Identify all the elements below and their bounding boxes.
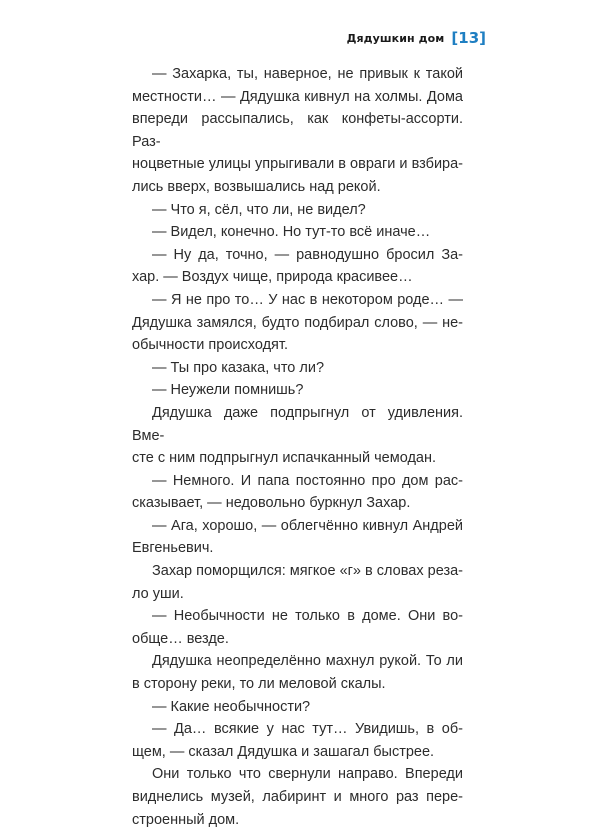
- text-line: сте с ним подпрыгнул испачканный чемодан.: [132, 450, 437, 467]
- paragraph: [132, 515, 463, 560]
- paragraph: [132, 244, 463, 289]
- paragraph: [132, 199, 463, 222]
- running-head: [347, 31, 486, 46]
- text-line: строенный дом.: [132, 811, 240, 828]
- text-line: — Ага, хорошо, — облегчённо кивнул Андрей: [152, 517, 463, 534]
- text-line: — Захарка, ты, наверное, не привык к такой: [152, 66, 463, 82]
- paragraph: [132, 221, 463, 244]
- text-line: Они только что свернули направо. Впереди: [152, 766, 463, 783]
- text-line: — Видел, конечно. Но тут-то всё иначе…: [152, 224, 431, 241]
- paragraph: [132, 357, 463, 380]
- paragraph: [132, 470, 463, 515]
- text-line: — Неужели помнишь?: [152, 382, 304, 399]
- text-line: — Немного. И папа постоянно про дом рас-: [152, 472, 463, 489]
- text-line: хар. — Воздух чище, природа красивее…: [132, 269, 413, 286]
- body-text: [132, 63, 463, 831]
- paragraph: [132, 605, 463, 650]
- text-line: ло уши.: [132, 585, 184, 602]
- paragraph: [132, 718, 463, 763]
- text-line: — Ну да, точно, — равнодушно бросил За-: [152, 246, 463, 263]
- text-line: — Ты про казака, что ли?: [152, 359, 325, 376]
- text-line: Дядушка неопределённо махнул рукой. То ли: [152, 653, 463, 670]
- text-line: местности… — Дядушка кивнул на холмы. Дома: [132, 88, 463, 105]
- text-line: в сторону реки, то ли меловой скалы.: [132, 676, 386, 693]
- text-line: Захар поморщился: мягкое «г» в словах реза-: [152, 563, 463, 580]
- paragraph: [132, 289, 463, 357]
- text-line: щем, — сказал Дядушка и зашагал быстрее.: [132, 743, 435, 760]
- paragraph: [132, 379, 463, 402]
- paragraph: [132, 696, 463, 719]
- text-line: — Какие необычности?: [152, 698, 311, 715]
- chapter-title: Дядушкин дом: [346, 32, 445, 45]
- text-line: сказывает, — недовольно буркнул Захар.: [132, 495, 411, 512]
- text-line: лись вверх, возвышались над рекой.: [132, 178, 381, 195]
- text-line: — Да… всякие у нас тут… Увидишь, в об-: [152, 721, 463, 738]
- paragraph: [132, 560, 463, 605]
- text-line: виднелись музей, лабиринт и много раз пере-: [132, 789, 463, 805]
- text-line: Евгеньевич.: [132, 540, 214, 557]
- paragraph: [132, 650, 463, 695]
- paragraph: [132, 763, 463, 831]
- text-line: — Что я, сёл, что ли, не видел?: [152, 201, 366, 218]
- text-line: впереди рассыпались, как конфеты-ассорти. Раз-: [132, 111, 463, 150]
- text-line: — Я не про то… У нас в некотором роде… —: [152, 291, 463, 308]
- text-line: обще… везде.: [132, 630, 229, 647]
- text-line: — Необычности не только в доме. Они во-: [152, 608, 463, 625]
- text-line: обычности происходят.: [132, 337, 288, 354]
- text-line: Дядушка замялся, будто подбирал слово, — не-: [132, 314, 463, 331]
- paragraph: [132, 63, 463, 199]
- page-number: [13]: [451, 29, 486, 47]
- text-line: ноцветные улицы упрыгивали в овраги и взбира-: [132, 156, 463, 173]
- text-line: Дядушка даже подпрыгнул от удивления. Вме-: [132, 404, 463, 444]
- paragraph: [132, 402, 463, 470]
